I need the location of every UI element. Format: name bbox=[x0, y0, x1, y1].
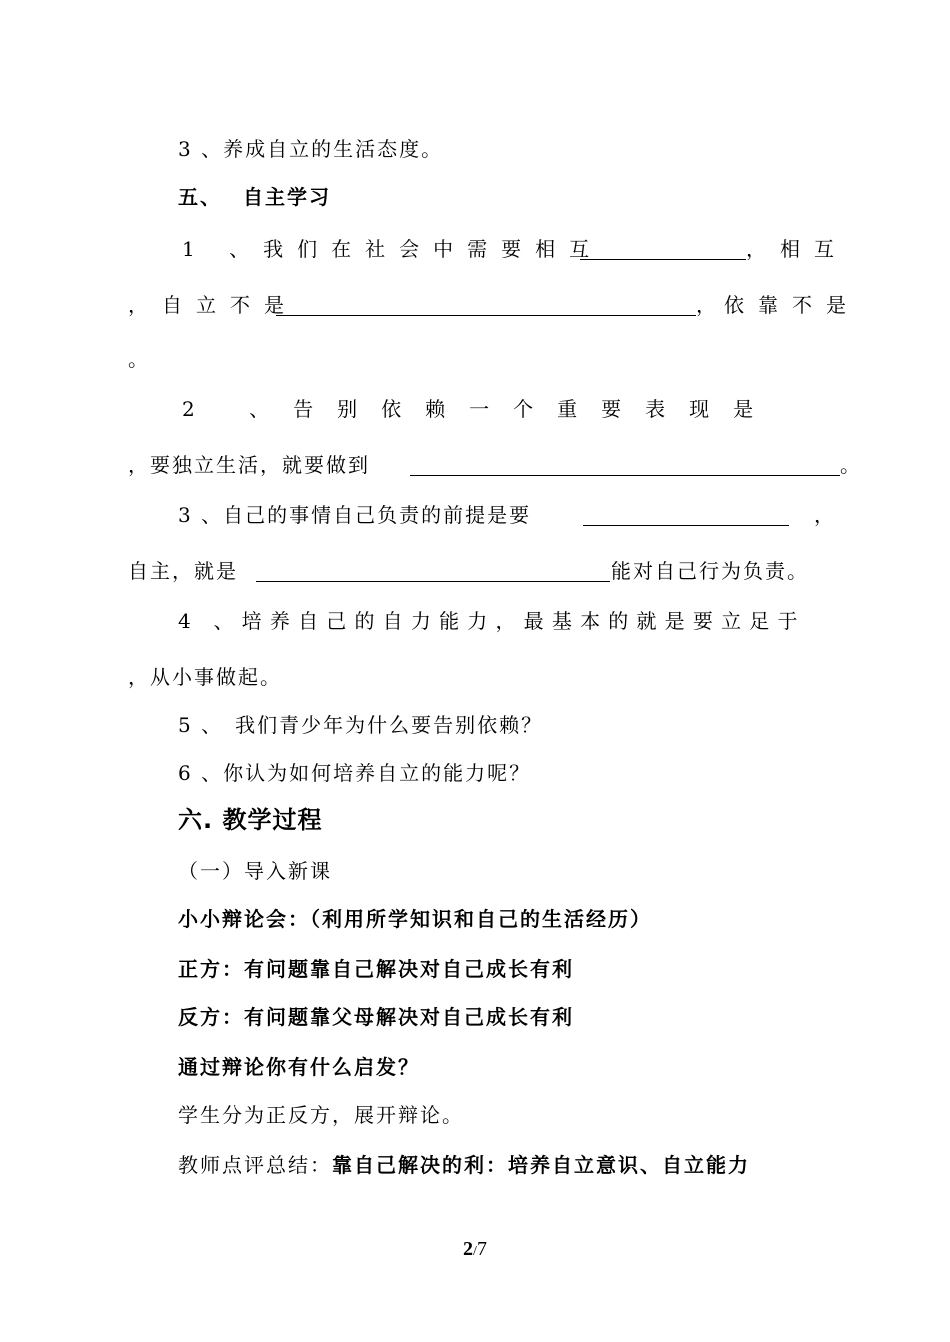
students-debate: 学生分为正反方，展开辩论。 bbox=[178, 1103, 464, 1127]
q3-line2: 自主，就是 bbox=[128, 559, 238, 583]
section-5-heading: 五、 自主学习 bbox=[178, 185, 331, 209]
page-number bbox=[0, 1238, 950, 1261]
q4-line1: 4 、培养自己的自力能力，最基本的就是要立足于 bbox=[178, 609, 806, 633]
q2-end: 。 bbox=[840, 453, 862, 477]
section-6-heading: 六. 教学过程 bbox=[178, 806, 323, 834]
q1-comma1: ， bbox=[746, 237, 768, 261]
q1-tail1: 相互 bbox=[780, 237, 848, 261]
q1-tail2: 依靠不是 bbox=[724, 293, 860, 317]
q5: 5 、 我们青少年为什么要告别依赖？ bbox=[178, 713, 544, 737]
page-current: 2 bbox=[463, 1238, 474, 1260]
q4-line2: ，从小事做起。 bbox=[128, 665, 282, 689]
q3-comma: ， bbox=[814, 503, 836, 527]
q3-line1: 3 、自己的事情自己负责的前提是要 bbox=[178, 503, 532, 527]
teacher-summary bbox=[178, 1152, 750, 1178]
debate-question: 通过辩论你有什么启发？ bbox=[178, 1055, 420, 1079]
teacher-summary-lead: 教师点评总结： bbox=[178, 1153, 332, 1177]
teacher-summary-bold: 靠自己解决的利：培养自立意识、自立能力 bbox=[332, 1153, 750, 1177]
q2-line2: ，要独立生活，就要做到 bbox=[128, 453, 370, 477]
q6: 6 、你认为如何培养自立的能力呢？ bbox=[178, 761, 532, 785]
debate-title: 小小辩论会：（利用所学知识和自己的生活经历） bbox=[178, 907, 652, 931]
pro-side: 正方：有问题靠自己解决对自己成长有利 bbox=[178, 957, 574, 981]
blank-q3-1 bbox=[583, 525, 789, 526]
q1-comma2: ， bbox=[696, 293, 718, 317]
page-total: 7 bbox=[476, 1238, 487, 1260]
blank-q1-1 bbox=[580, 259, 746, 260]
item-3-attitude: 3 、养成自立的生活态度。 bbox=[178, 137, 444, 161]
subsection-intro: （一）导入新课 bbox=[178, 859, 332, 883]
q1-line3: 。 bbox=[128, 347, 150, 371]
q1-line2: ，自立不是 bbox=[128, 293, 298, 317]
blank-q2 bbox=[410, 475, 840, 476]
q2-line1: 2 、告别依赖一个重要表现是 bbox=[182, 397, 778, 421]
blank-q3-2 bbox=[256, 581, 610, 582]
blank-q1-2 bbox=[276, 315, 696, 316]
con-side: 反方：有问题靠父母解决对自己成长有利 bbox=[178, 1005, 574, 1029]
q3-tail: 能对自己行为负责。 bbox=[611, 559, 809, 583]
page-separator: / bbox=[473, 1244, 477, 1259]
q1-line1: 1 、我们在社会中需要相互 bbox=[182, 237, 604, 261]
